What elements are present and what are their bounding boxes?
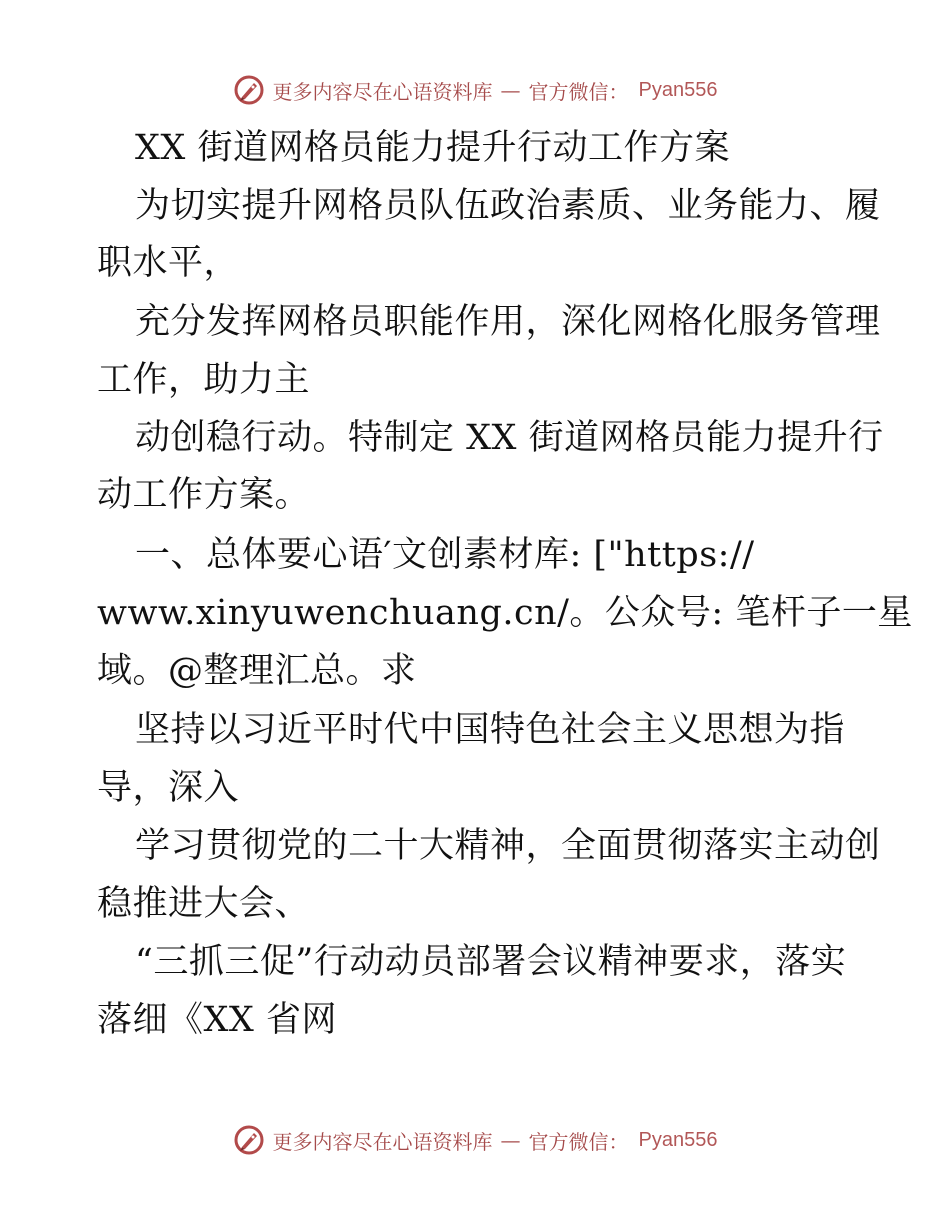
header-banner-dash: —	[500, 78, 521, 102]
paragraph-line: 动创稳行动。特制定 XX 街道网格员能力提升行	[135, 418, 884, 458]
header-banner	[0, 70, 950, 110]
paragraph-line: 域。@整理汇总。求	[97, 651, 417, 691]
paragraph-line: 坚持以习近平时代中国特色社会主义思想为指	[135, 710, 846, 750]
footer-wechat-id: Pyan556	[638, 1128, 718, 1151]
paragraph-line: 落细《XX 省网	[97, 1000, 337, 1040]
footer-banner	[0, 1120, 950, 1160]
pen-nib-logo-icon	[233, 1124, 265, 1156]
paragraph-line: 导，深入	[97, 768, 240, 808]
paragraph-line: 动工作方案。	[97, 475, 311, 515]
paragraph-line: “三抓三促”行动动员部署会议精神要求，落实	[135, 942, 847, 982]
header-wechat-id: Pyan556	[638, 78, 718, 101]
header-banner-content	[233, 74, 718, 106]
paragraph-line: 职水平，	[97, 243, 240, 283]
header-banner-text: 更多内容尽在心语资料库	[272, 79, 493, 104]
url-line: www.xinyuwenchuang.cn/。公众号: 笔杆子一星	[97, 593, 913, 633]
paragraph-line: 学习贯彻党的二十大精神，全面贯彻落实主动创	[135, 826, 881, 866]
footer-wechat-label: 官方微信：	[528, 1129, 629, 1154]
header-wechat-label: 官方微信：	[528, 79, 629, 104]
paragraph-line: 工作，助力主	[97, 360, 311, 400]
paragraph-line: 为切实提升网格员队伍政治素质、业务能力、履	[135, 186, 881, 226]
footer-banner-dash: —	[500, 1128, 521, 1152]
paragraph-line: 充分发挥网格员职能作用，深化网格化服务管理	[135, 302, 881, 342]
section-heading-line: 一、总体要心语′文创素材库: ["https://	[135, 535, 755, 575]
footer-banner-content	[233, 1124, 718, 1156]
document-title: XX 街道网格员能力提升行动工作方案	[135, 128, 730, 168]
footer-banner-text: 更多内容尽在心语资料库	[272, 1129, 493, 1154]
paragraph-line: 稳推进大会、	[97, 884, 311, 924]
pen-nib-logo-icon	[233, 74, 265, 106]
